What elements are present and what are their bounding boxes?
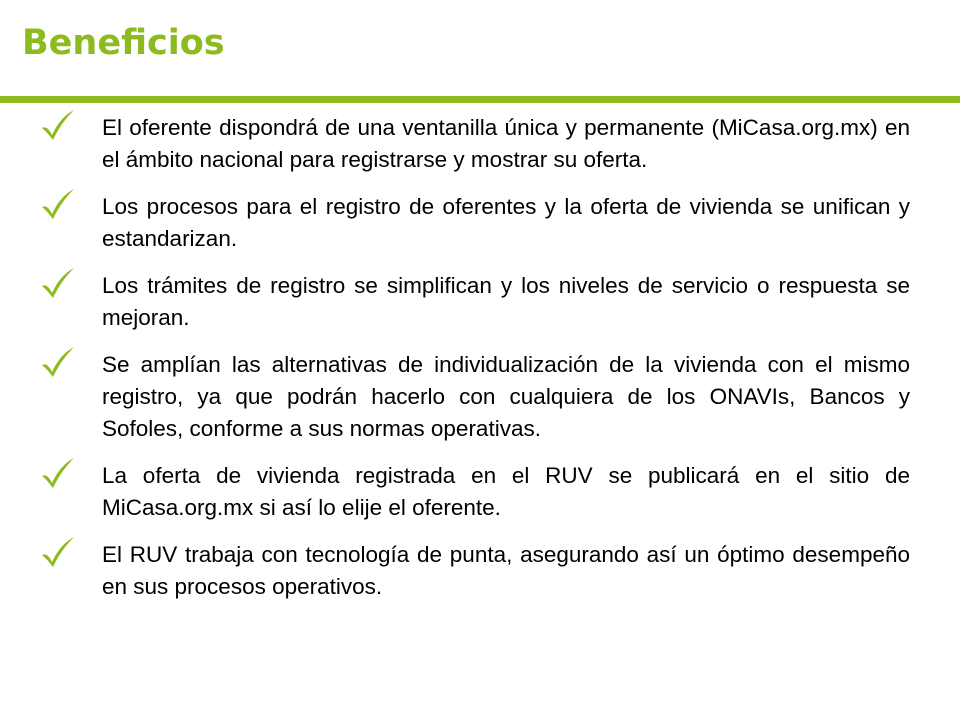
benefits-list xyxy=(0,112,960,618)
checkmark-icon xyxy=(38,266,78,302)
benefit-item xyxy=(0,539,960,603)
benefit-item xyxy=(0,349,960,445)
benefit-item xyxy=(0,460,960,524)
title-divider xyxy=(0,96,960,103)
checkmark-icon xyxy=(38,187,78,223)
benefit-text: El oferente dispondrá de una ventanilla única y permanente (MiCasa.org.mx) en el ámbito nacional para registrarse y mostrar su oferta. xyxy=(102,115,910,172)
slide-title: Beneficios xyxy=(22,23,225,63)
benefit-text: El RUV trabaja con tecnología de punta, asegurando así un óptimo desempeño en sus procesos operativos. xyxy=(102,542,910,599)
benefit-text: Los procesos para el registro de oferentes y la oferta de vivienda se unifican y estandarizan. xyxy=(102,194,910,251)
benefit-text: Se amplían las alternativas de individualización de la vivienda con el mismo registro, ya que podrán hacerlo con cualquiera de los ONAVIs, Bancos y Sofoles, conforme a sus normas operativas. xyxy=(102,352,910,441)
checkmark-icon xyxy=(38,535,78,571)
benefit-text: La oferta de vivienda registrada en el RUV se publicará en el sitio de MiCasa.org.mx si así lo elije el oferente. xyxy=(102,463,910,520)
checkmark-icon xyxy=(38,345,78,381)
checkmark-icon xyxy=(38,108,78,144)
benefit-item xyxy=(0,112,960,176)
benefit-item xyxy=(0,270,960,334)
benefit-item xyxy=(0,191,960,255)
benefit-text: Los trámites de registro se simplifican y los niveles de servicio o respuesta se mejoran. xyxy=(102,273,910,330)
checkmark-icon xyxy=(38,456,78,492)
